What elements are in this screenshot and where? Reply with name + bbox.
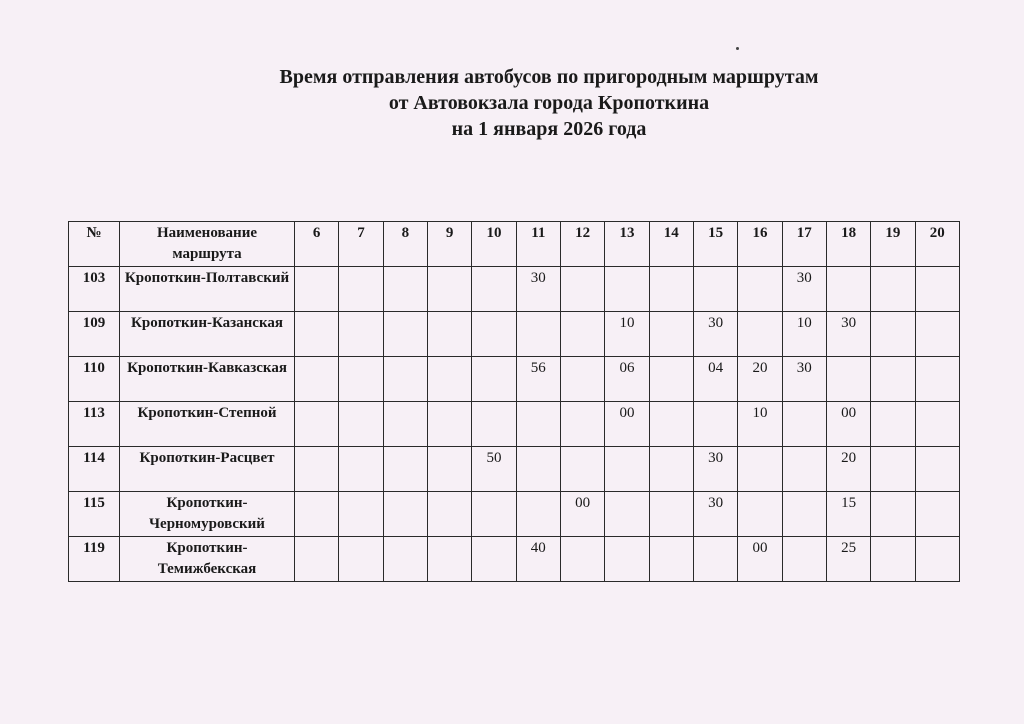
departure-time-cell	[427, 267, 471, 312]
table-row	[69, 267, 960, 312]
departure-time-cell	[339, 537, 383, 582]
header-hour: 20	[915, 222, 959, 267]
departure-time-cell	[295, 537, 339, 582]
departure-time-cell	[560, 447, 604, 492]
departure-time-cell	[871, 492, 915, 537]
departure-time-cell	[782, 537, 826, 582]
departure-time-cell	[915, 357, 959, 402]
departure-time-cell	[383, 267, 427, 312]
departure-time-cell	[427, 447, 471, 492]
departure-time-cell	[516, 447, 560, 492]
header-hour: 6	[295, 222, 339, 267]
departure-time-cell	[693, 537, 737, 582]
route-name: Кропоткин-Кавказская	[120, 357, 295, 402]
departure-time-cell: 00	[605, 402, 649, 447]
title-line-3: на 1 января 2026 года	[451, 118, 647, 140]
departure-time-cell	[871, 447, 915, 492]
departure-time-cell	[605, 267, 649, 312]
departure-time-cell	[295, 312, 339, 357]
departure-time-cell	[383, 312, 427, 357]
route-number: 103	[69, 267, 120, 312]
header-row	[69, 222, 960, 267]
departure-time-cell	[560, 357, 604, 402]
departure-time-cell	[605, 492, 649, 537]
departure-time-cell	[383, 357, 427, 402]
departure-time-cell	[915, 402, 959, 447]
departure-time-cell	[649, 267, 693, 312]
departure-time-cell: 20	[738, 357, 782, 402]
departure-time-cell	[826, 357, 870, 402]
table-row	[69, 447, 960, 492]
header-number: №	[69, 222, 120, 267]
route-number: 119	[69, 537, 120, 582]
departure-time-cell: 30	[826, 312, 870, 357]
departure-time-cell: 10	[782, 312, 826, 357]
departure-time-cell: 30	[516, 267, 560, 312]
departure-time-cell	[295, 492, 339, 537]
header-hour: 9	[427, 222, 471, 267]
departure-time-cell: 00	[560, 492, 604, 537]
departure-time-cell	[826, 267, 870, 312]
departure-time-cell	[472, 402, 516, 447]
departure-time-cell	[516, 312, 560, 357]
departure-time-cell	[738, 492, 782, 537]
departure-time-cell: 25	[826, 537, 870, 582]
departure-time-cell	[649, 447, 693, 492]
departure-time-cell	[472, 357, 516, 402]
departure-time-cell: 00	[738, 537, 782, 582]
departure-time-cell	[295, 267, 339, 312]
departure-time-cell	[295, 447, 339, 492]
departure-time-cell	[915, 447, 959, 492]
route-number: 109	[69, 312, 120, 357]
departure-time-cell	[693, 267, 737, 312]
departure-time-cell	[472, 312, 516, 357]
departure-time-cell: 06	[605, 357, 649, 402]
header-hour: 16	[738, 222, 782, 267]
departure-time-cell	[516, 492, 560, 537]
departure-time-cell	[383, 402, 427, 447]
route-number: 114	[69, 447, 120, 492]
departure-time-cell	[871, 357, 915, 402]
route-number: 113	[69, 402, 120, 447]
departure-time-cell	[693, 402, 737, 447]
header-hour: 15	[693, 222, 737, 267]
departure-time-cell	[427, 537, 471, 582]
departure-time-cell: 30	[782, 357, 826, 402]
departure-time-cell	[915, 267, 959, 312]
departure-time-cell: 30	[782, 267, 826, 312]
departure-time-cell	[516, 402, 560, 447]
route-number: 115	[69, 492, 120, 537]
schedule-body	[69, 267, 960, 582]
schedule-table	[68, 221, 960, 582]
departure-time-cell	[383, 447, 427, 492]
departure-time-cell: 30	[693, 492, 737, 537]
departure-time-cell	[871, 402, 915, 447]
departure-time-cell	[295, 357, 339, 402]
departure-time-cell	[339, 402, 383, 447]
departure-time-cell	[427, 312, 471, 357]
departure-time-cell	[339, 492, 383, 537]
departure-time-cell	[871, 537, 915, 582]
departure-time-cell	[738, 447, 782, 492]
departure-time-cell	[649, 312, 693, 357]
departure-time-cell: 30	[693, 312, 737, 357]
route-name: Кропоткин-Казанская	[120, 312, 295, 357]
departure-time-cell	[915, 312, 959, 357]
route-name: Кропоткин-Черномуровский	[120, 492, 295, 537]
departure-time-cell	[339, 267, 383, 312]
departure-time-cell: 10	[738, 402, 782, 447]
departure-time-cell	[605, 537, 649, 582]
header-hour: 10	[472, 222, 516, 267]
departure-time-cell	[738, 267, 782, 312]
departure-time-cell	[738, 312, 782, 357]
departure-time-cell	[472, 537, 516, 582]
table-row	[69, 312, 960, 357]
departure-time-cell	[295, 402, 339, 447]
departure-time-cell	[383, 492, 427, 537]
header-hour: 19	[871, 222, 915, 267]
departure-time-cell	[782, 402, 826, 447]
departure-time-cell	[560, 537, 604, 582]
departure-time-cell	[649, 492, 693, 537]
departure-time-cell	[649, 537, 693, 582]
table-row	[69, 357, 960, 402]
departure-time-cell	[427, 492, 471, 537]
route-name: Кропоткин-Темижбекская	[120, 537, 295, 582]
departure-time-cell	[915, 492, 959, 537]
departure-time-cell: 20	[826, 447, 870, 492]
departure-time-cell	[472, 267, 516, 312]
route-number: 110	[69, 357, 120, 402]
departure-time-cell	[339, 357, 383, 402]
departure-time-cell: 00	[826, 402, 870, 447]
departure-time-cell	[649, 357, 693, 402]
departure-time-cell	[560, 267, 604, 312]
departure-time-cell: 56	[516, 357, 560, 402]
departure-time-cell	[339, 312, 383, 357]
route-name: Кропоткин-Полтавский	[120, 267, 295, 312]
departure-time-cell	[339, 447, 383, 492]
header-route-name: Наименование маршрута	[120, 222, 295, 267]
departure-time-cell: 30	[693, 447, 737, 492]
scan-speck	[736, 47, 739, 50]
header-hour: 8	[383, 222, 427, 267]
route-name: Кропоткин-Расцвет	[120, 447, 295, 492]
header-hour: 7	[339, 222, 383, 267]
departure-time-cell	[427, 357, 471, 402]
departure-time-cell	[427, 402, 471, 447]
header-hour: 17	[782, 222, 826, 267]
title-line-1: Время отправления автобусов по пригородным маршрутам	[279, 66, 819, 88]
table-row	[69, 402, 960, 447]
departure-time-cell	[871, 312, 915, 357]
departure-time-cell	[871, 267, 915, 312]
title-line-2: от Автовокзала города Кропоткина	[388, 92, 710, 114]
route-name: Кропоткин-Степной	[120, 402, 295, 447]
departure-time-cell: 15	[826, 492, 870, 537]
departure-time-cell: 04	[693, 357, 737, 402]
departure-time-cell	[605, 447, 649, 492]
departure-time-cell: 40	[516, 537, 560, 582]
departure-time-cell: 50	[472, 447, 516, 492]
header-hour: 12	[560, 222, 604, 267]
departure-time-cell	[782, 492, 826, 537]
departure-time-cell	[472, 492, 516, 537]
departure-time-cell	[915, 537, 959, 582]
departure-time-cell	[782, 447, 826, 492]
header-hour: 14	[649, 222, 693, 267]
departure-time-cell	[560, 402, 604, 447]
departure-time-cell: 10	[605, 312, 649, 357]
departure-time-cell	[383, 537, 427, 582]
departure-time-cell	[649, 402, 693, 447]
table-row	[69, 537, 960, 582]
document-title	[0, 64, 1024, 142]
header-hour: 11	[516, 222, 560, 267]
header-hour: 18	[826, 222, 870, 267]
table-row	[69, 492, 960, 537]
header-hour: 13	[605, 222, 649, 267]
departure-time-cell	[560, 312, 604, 357]
